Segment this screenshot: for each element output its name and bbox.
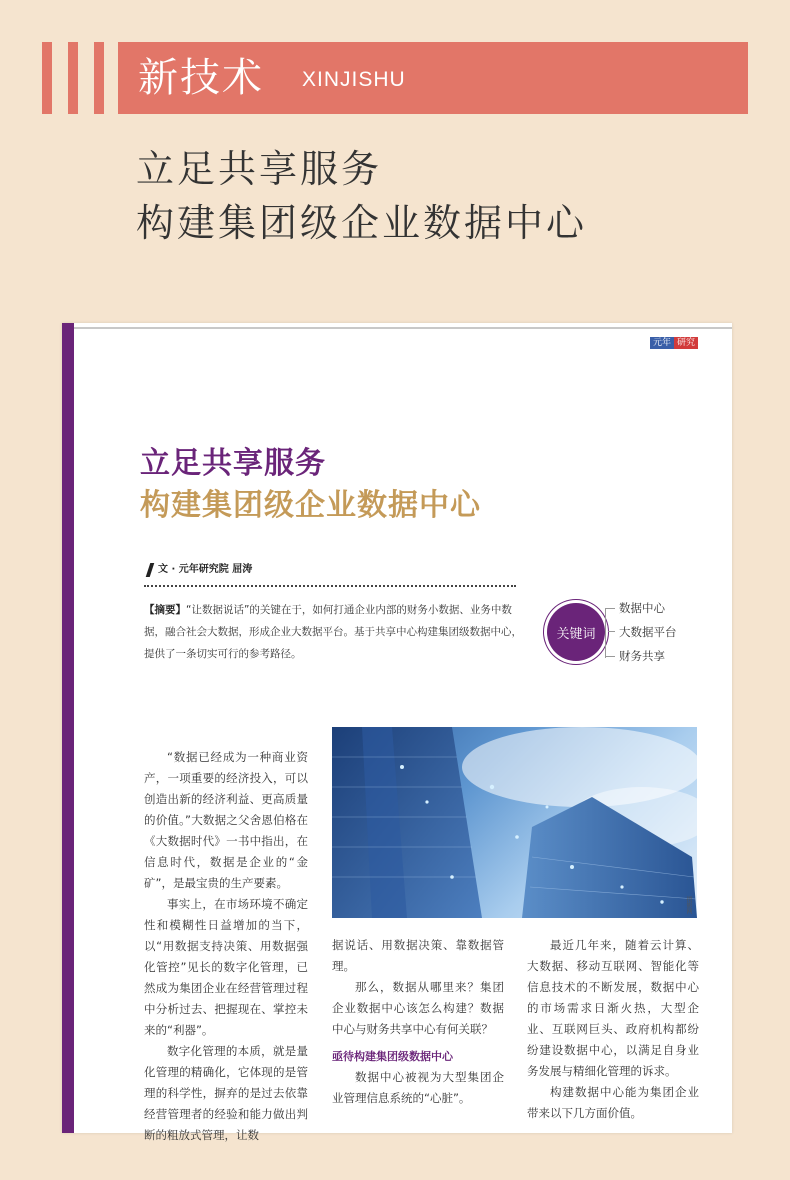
article-abstract <box>144 599 524 665</box>
abstract-label: 【摘要】 <box>144 604 186 616</box>
article-title-line1: 立足共享服务 <box>140 446 326 481</box>
paragraph: 构建数据中心能为集团企业带来以下几方面价值。 <box>527 1085 699 1120</box>
paragraph: 数字化管理的本质，就是量化管理的精确化，它体现的是管理的科学性，摒弃的是过去依靠经营管理者的经验和能力做出判断的粗放式管理，让数 <box>144 1044 308 1142</box>
header-stripe <box>68 42 78 114</box>
keywords-label: 关键词 <box>556 626 596 642</box>
article-column-2 <box>332 935 504 1109</box>
section-subheading: 亟待构建集团级数据中心 <box>332 1050 453 1063</box>
article-column-1 <box>144 747 308 1146</box>
article-column-3 <box>527 935 699 1124</box>
keyword-item: 数据中心 <box>619 601 665 615</box>
paragraph: 数据中心被视为大型集团企业管理信息系统的“心脏”。 <box>332 1070 504 1105</box>
column-tag-left: 元年 <box>650 337 674 349</box>
header-stripe <box>94 42 104 114</box>
skyscraper-illustration <box>332 727 697 918</box>
section-banner <box>118 42 748 114</box>
magazine-page <box>62 323 732 1142</box>
headline-line1: 立足共享服务 <box>136 147 383 191</box>
photo-credit: 摄影网 <box>685 896 692 914</box>
article-author: 文 · 元年研究院 屈涛 <box>158 564 253 575</box>
keywords-connector <box>605 656 615 657</box>
header-stripe <box>42 42 52 114</box>
headline-line2: 构建集团级企业数据中心 <box>136 201 588 245</box>
keywords-connector <box>605 608 606 658</box>
article-title-line2: 构建集团级企业数据中心 <box>140 488 481 523</box>
keyword-item: 大数据平台 <box>619 625 677 639</box>
skyscraper-photo <box>332 727 697 918</box>
paragraph: “数据已经成为一种商业资产，一项重要的经济投入，可以创造出新的经济利益、更高质量的价值。”大数据之父舍恩伯格在《大数据时代》一书中指出，在信息时代，数据是企业的“金矿”，是最宝贵的生产要素。 <box>144 750 308 890</box>
page-top-rule <box>74 327 732 329</box>
keyword-item: 财务共享 <box>619 649 665 663</box>
keywords-badge <box>547 603 605 661</box>
page-side-bar <box>62 323 74 1133</box>
abstract-text: “让数据说话”的关键在于，如何打通企业内部的财务小数据、业务中数据，融合社会大数据，形成企业大数据平台。基于共享中心构建集团级数据中心，提供了一条切实可行的参考路径。 <box>144 604 522 660</box>
section-title-en: XINJISHU <box>302 68 406 91</box>
column-tag-right: 研究 <box>674 337 698 349</box>
keywords-connector <box>605 608 615 609</box>
paragraph: 最近几年来，随着云计算、大数据、移动互联网、智能化等信息技术的不断发展，数据中心的市场需求日渐火热，大型企业、互联网巨头、政府机构都纷纷建设数据中心，以满足自身业务发展与精细化管理的诉求。 <box>527 938 699 1078</box>
paragraph: 事实上，在市场环境不确定性和模糊性日益增加的当下，以“用数据支持决策、用数据强化管控”见长的数字化管理，已然成为集团企业在经营管理过程中分析过去、把握现在、掌控未来的“利器”。 <box>144 897 308 1037</box>
keywords-connector <box>608 631 615 632</box>
paragraph: 那么，数据从哪里来？集团企业数据中心该怎么构建？数据中心与财务共享中心有何关联？ <box>332 980 504 1036</box>
section-title-cn: 新技术 <box>138 55 264 101</box>
paragraph: 据说话、用数据决策、靠数据管理。 <box>332 938 504 973</box>
author-slash-mark <box>146 563 155 577</box>
dotted-divider <box>144 585 516 587</box>
